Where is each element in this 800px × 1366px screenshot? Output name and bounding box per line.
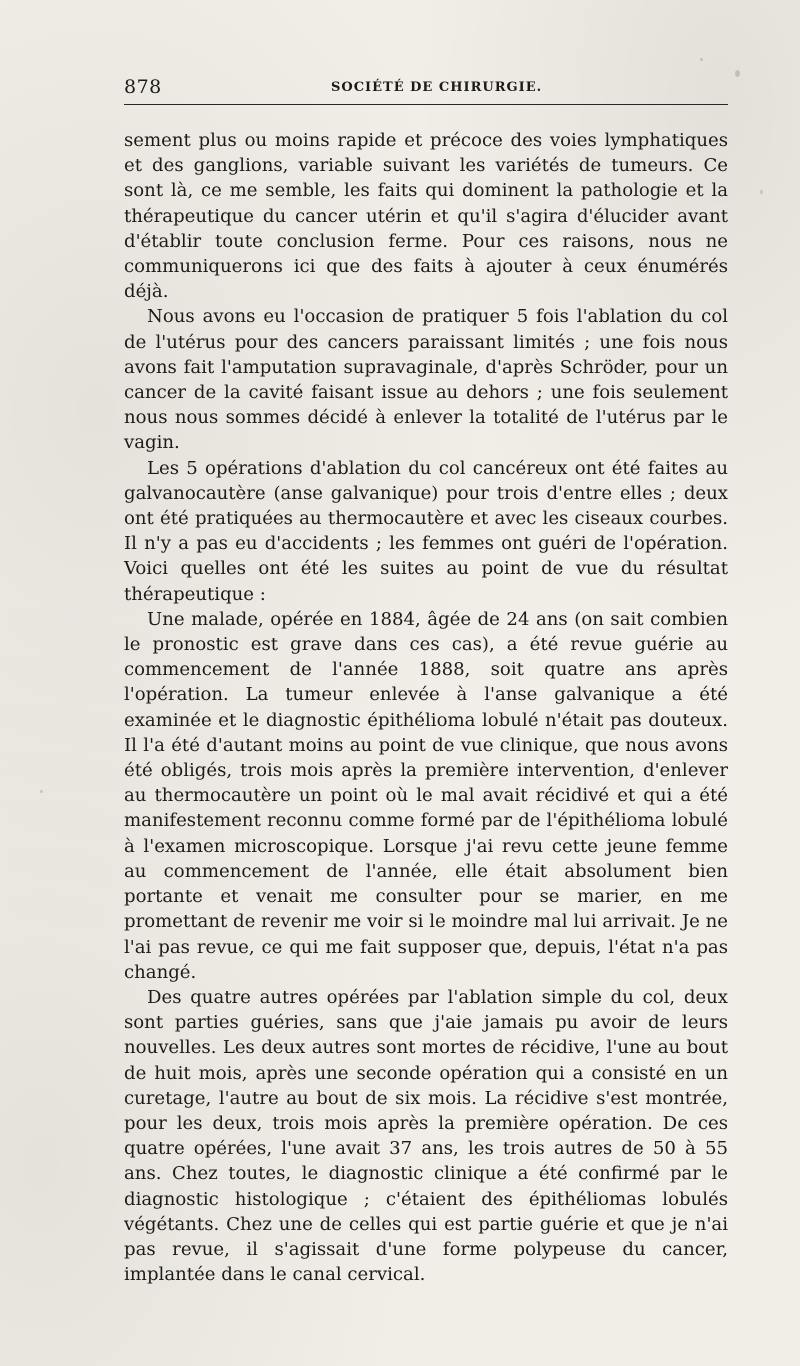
- paper-speck: [700, 58, 703, 61]
- paper-speck: [40, 790, 43, 793]
- paragraph-4: Une malade, opérée en 1884, âgée de 24 ans (on sait combien le pronostic est grave dans ces cas), a été revue guérie au commencement de l'année 1888, soit quatre ans après l'opération. La tumeur enlevée à l'anse galvanique a été examinée et le diagnostic épithélioma lobulé n'était pas douteux. Il l'a été d'autant moins au point de vue clinique, que nous avons été obligés, trois mois après la première intervention, d'enlever au thermocautère un point où le mal avait récidivé et qui a été manifestement reconnu comme formé par de l'épithélioma lobulé à l'examen microscopique. Lorsque j'ai revu cette jeune femme au commencement de l'année, elle était absolument bien portante et venait me consulter pour se marier, en me promettant de revenir me voir si le moindre mal lui arrivait. Je ne l'ai pas revue, ce qui me fait supposer que, depuis, l'état n'a pas changé.: [124, 608, 728, 983]
- page-header: [124, 76, 728, 100]
- body-text: [124, 128, 728, 1287]
- paper-speck: [760, 190, 763, 194]
- paragraph-2: Nous avons eu l'occasion de pratiquer 5 fois l'ablation du col de l'utérus pour des cancers paraissant limités ; une fois nous avons fait l'amputation supravaginale, d'après Schröder, pour un cancer de la cavité faisant issue au dehors ; une fois seulement nous nous sommes décidé à enlever la totalité de l'utérus par le vagin.: [124, 306, 728, 454]
- header-rule: [124, 104, 728, 105]
- running-head: SOCIÉTÉ DE CHIRURGIE.: [331, 80, 543, 95]
- paper-speck: [735, 70, 740, 77]
- page-number: 878: [124, 76, 162, 98]
- paragraph-5: Des quatre autres opérées par l'ablation simple du col, deux sont parties guéries, sans que j'aie jamais pu avoir de leurs nouvelles. Les deux autres sont mortes de récidive, l'une au bout de huit mois, après une seconde opération qui a consisté en un curetage, l'autre au bout de six mois. La récidive s'est montrée, pour les deux, trois mois après la première opération. De ces quatre opérées, l'une avait 37 ans, les trois autres de 50 à 55 ans. Chez toutes, le diagnostic clinique a été confirmé par le diagnostic histologique ; c'étaient des épithéliomas lobulés végétants. Chez une de celles qui est partie guérie et que je n'ai pas revue, il s'agissait d'une forme polypeuse du cancer, implantée dans le canal cervical.: [124, 986, 728, 1286]
- paragraph-1: sement plus ou moins rapide et précoce des voies lymphatiques et des ganglions, variable suivant les variétés de tumeurs. Ce sont là, ce me semble, les faits qui dominent la pathologie et la thérapeutique du cancer utérin et qu'il s'agira d'élucider avant d'établir toute conclusion ferme. Pour ces raisons, nous ne communiquerons ici que des faits à ajouter à ceux énumérés déjà.: [124, 130, 728, 303]
- paragraph-3: Les 5 opérations d'ablation du col cancéreux ont été faites au galvanocautère (anse galvanique) pour trois d'entre elles ; deux ont été pratiquées au thermocautère et avec les ciseaux courbes. Il n'y a pas eu d'accidents ; les femmes ont guéri de l'opération. Voici quelles ont été les suites au point de vue du résultat thérapeutique :: [124, 457, 728, 605]
- paper-speck: [676, 270, 680, 274]
